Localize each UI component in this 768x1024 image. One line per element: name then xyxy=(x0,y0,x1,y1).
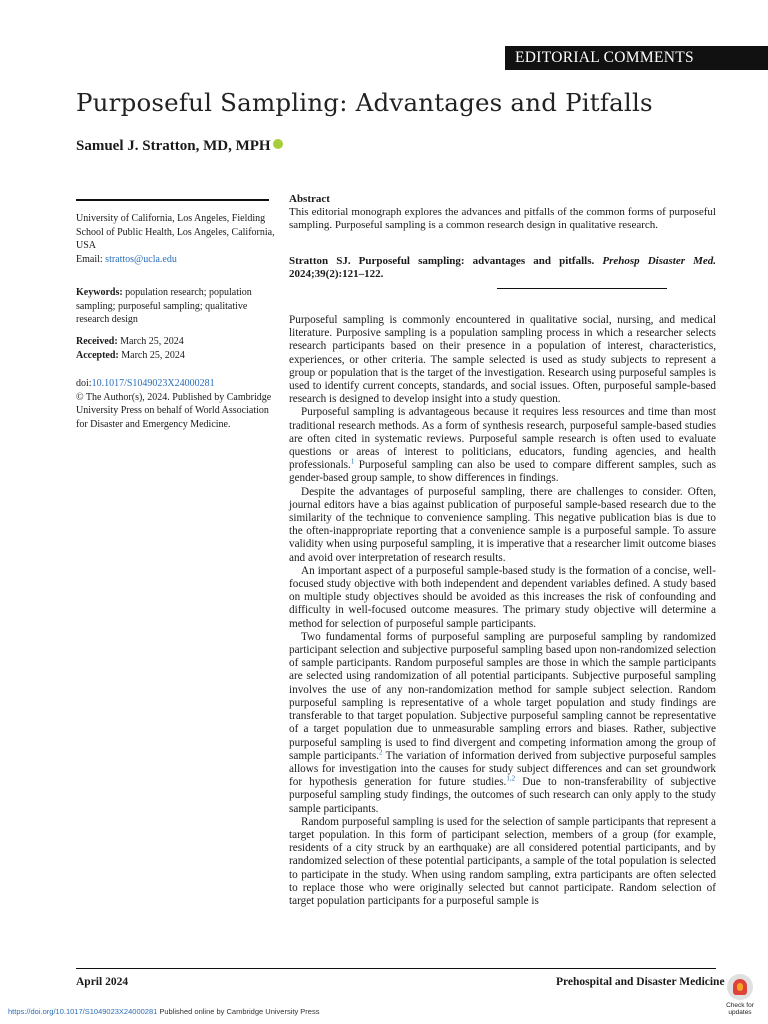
article-body xyxy=(289,314,716,908)
sidebar-rule xyxy=(76,199,269,201)
abstract-rule xyxy=(497,288,667,289)
keywords-block xyxy=(76,286,276,327)
footer-journal: Prehospital and Disaster Medicine xyxy=(556,976,725,988)
footer-doi-line: https://doi.org/10.1017/S1049023X24000281 Published online by Cambridge University Press xyxy=(8,1007,320,1016)
paragraph-3: Despite the advantages of purposeful sampling, there are challenges to consider. Often, journal editors have a bias against publication of purposeful sample-based research due to the similarity of the technique to convenience sampling. This negative publication bias is due to the often-inappropriate reporting that a convenience sample is a purposeful sample. To assure validity when using purposeful sampling, it is imperative that a researcher limit outcome biases and avoid over interpretation of research results. xyxy=(289,485,716,564)
affiliation-block xyxy=(76,212,276,266)
doi-block: doi:10.1017/S1049023X24000281 © The Author(s), 2024. Published by Cambridge University Press on behalf of World Association for Disaster and Emergency Medicine. xyxy=(76,377,276,431)
section-label: EDITORIAL COMMENTS xyxy=(505,46,768,70)
footer-date: April 2024 xyxy=(76,976,129,988)
affiliation: University of California, Los Angeles, Fielding School of Public Health, Los Angeles, California, USA xyxy=(76,213,275,252)
citation: Stratton SJ. Purposeful sampling: advantages and pitfalls. Prehosp Disaster Med. 2024;39(2):121–122. xyxy=(289,255,716,281)
received-date: March 25, 2024 xyxy=(120,336,184,347)
keywords-label: Keywords: xyxy=(76,287,123,298)
paragraph-4: An important aspect of a purposeful sample-based study is the formation of a concise, well-focused study objective with both independent and dependent variables defined. A study based on multiple study objectives should be avoided as this increases the risk of confounding and difficulty in well-focused outcome measures. The primary study objective will determine a method for selection of purposeful sample participants. xyxy=(289,564,716,630)
accepted-date: March 25, 2024 xyxy=(121,349,185,361)
footer-doi-link[interactable]: https://doi.org/10.1017/S1049023X24000281 xyxy=(8,1007,158,1016)
reference-link[interactable]: 1,2 xyxy=(506,774,516,783)
copyright: © The Author(s), 2024. Published by Cambridge University Press on behalf of World Association for Disaster and Emergency Medicine. xyxy=(76,391,272,430)
article-title: Purposeful Sampling: Advantages and Pitfalls xyxy=(76,88,653,117)
paragraph-2: Purposeful sampling is advantageous because it requires less resources and time than most traditional research methods. As a form of synthesis research, purposeful sample-based studies are often cited in systematic reviews. Purposeful sample research is often used to evaluate questions or areas of interest to politicians, educators, funding agencies, and health professionals.$^1$ Purposeful sampling can also be used to compare different samples, such as gender-based group sample, to show differences in findings. xyxy=(289,406,716,485)
paragraph-6: Random purposeful sampling is used for the selection of sample participants that represent a target population. In this form of participant selection, members of a group (for example, residents of a city struck by an earthquake) are all considered potential participants, and by randomized selection of these potential participants, a sample of the total population is selected to participate in the study. When using random sampling, extra participants are often selected to replace those who were originally selected but cannot participate. Random selection of target population participants for a purposeful sample is xyxy=(289,815,716,907)
doi-link[interactable]: 10.1017/S1049023X24000281 xyxy=(91,378,215,389)
author-line xyxy=(76,138,283,155)
orcid-icon[interactable] xyxy=(273,139,283,149)
citation-journal: Prehosp Disaster Med. xyxy=(602,255,716,267)
abstract-text: This editorial monograph explores the advances and pitfalls of the common forms of purposeful sampling. Purposeful sampling is a common research design in qualitative research. xyxy=(289,206,716,232)
author-name: Samuel J. Stratton, MD, MPH xyxy=(76,138,271,154)
reference-link[interactable]: 2 xyxy=(379,747,383,756)
email-line: Email: strattos@ucla.edu xyxy=(76,253,177,265)
badge-line-1: Check for xyxy=(726,1002,754,1009)
dates-block xyxy=(76,335,276,362)
paragraph-1: Purposeful sampling is commonly encountered in qualitative social, nursing, and medical literature. Purposive sampling is a population sampling process in which a researcher selects research participants based on their presence in a population of interest, characteristics, experiences, or other criteria. The sample selected is used as study subjects to represent a group or population that is the target of the investigation. Research using purposeful samples is used to identify current concepts, standards, and social issues. Often, purposeful sample-based research is designed to develop insight into a study question. xyxy=(289,314,716,406)
received-label: Received: xyxy=(76,336,118,347)
abstract-heading: Abstract xyxy=(289,193,330,205)
check-updates-icon xyxy=(727,974,753,1000)
email-link[interactable]: strattos@ucla.edu xyxy=(105,253,177,265)
footer-rule xyxy=(76,968,716,969)
badge-line-2: updates xyxy=(728,1009,752,1016)
keywords: population research; population sampling; purposeful sampling; qualitative research design xyxy=(76,287,252,326)
accepted-label: Accepted: xyxy=(76,349,119,361)
reference-link[interactable]: 1 xyxy=(350,457,355,466)
paragraph-5: Two fundamental forms of purposeful sampling are purposeful sampling by randomized participant selection and subjective purposeful sampling based upon non-randomized selection of sample participants. Random purposeful samples are those in which the sample participants are selected using randomization of all potential participants. Subjective purposeful sampling involves the use of any non-randomization method for sample subject selection. Random purposeful sampling is representative of a whole target population and study findings are transferable to that target population. Subjective purposeful sampling cannot be representative of a target population due to unmeasurable sampling errors and biases. Rather, subjective purposeful sampling is used to find divergent and competing information among the group of sample participants.$^2$ The variation of information derived from subjective purposeful samples allows for investigation into the causes for study subject differences and can set groundwork for hypothesis generation for future studies.$^{1,2}$ Due to non-transferability of subjective purposeful sampling study findings, the outcomes of such research can only apply to the study sample participants. xyxy=(289,630,716,815)
check-for-updates-button[interactable] xyxy=(721,974,759,1018)
